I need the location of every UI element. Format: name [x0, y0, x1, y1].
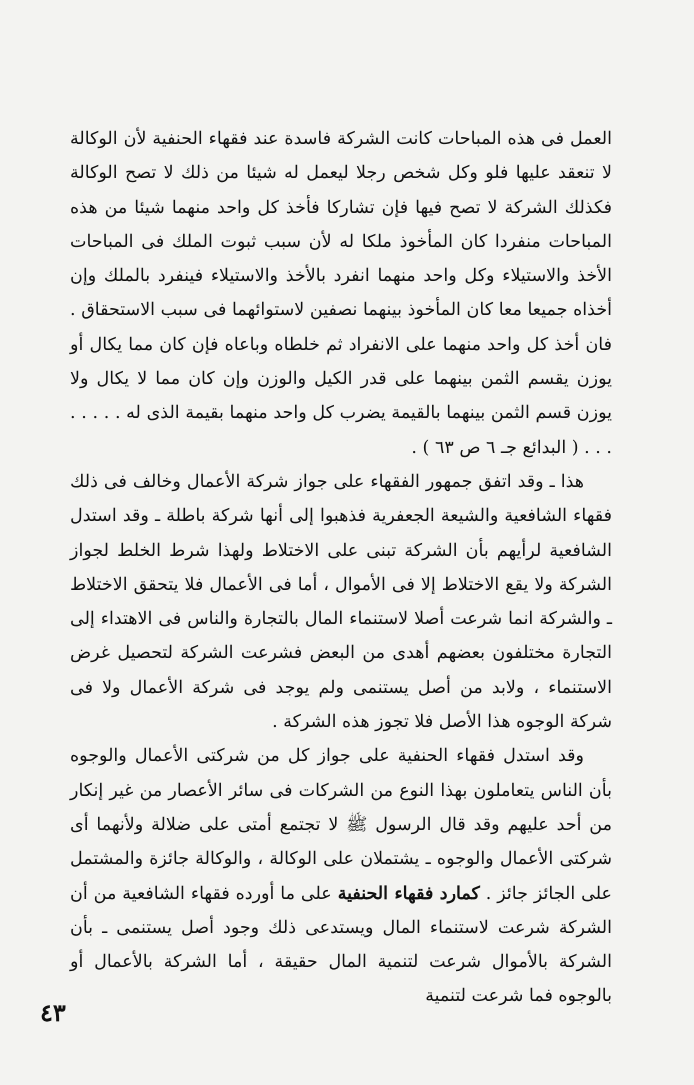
paragraph-1: العمل فى هذه المباحات كانت الشركة فاسدة عند فقهاء الحنفية لأن الوكالة لا تنعقد عليها فلو وكل شخص رجلا ليعمل له شيئا من ذلك لا تصح الوكالة فكذلك الشركة لا تصح فيها فإن تشاركا فأخذ كل واحد منهما شيئا من هذه المباحات منفردا كان المأخوذ ملكا له لأن سبب ثبوت الملك فى المباحات الأخذ والاستيلاء وكل واحد منهما انفرد بالأخذ والاستيلاء فينفرد بالملك وإن أخذاه جميعا معا كان المأخوذ بينهما نصفين لاستوائهما فى سبب الاستحقاق . فان أخذ كل واحد منهما على الانفراد ثم خلطاه وباعاه فإن كان مما يكال أو يوزن يقسم الثمن بينهما على قدر الكيل والوزن وإن كان مما لا يكال ولا يوزن قسم الثمن بينهما بالقيمة يضرب كل واحد منهما بقيمة الذى له . . . . . . . . ( البدائع جـ ٦ ص ٦٣ ) .	[70, 129, 612, 458]
paragraph-2: هذا ـ وقد اتفق جمهور الفقهاء على جواز شركة الأعمال وخالف فى ذلك فقهاء الشافعية والشيعة الجعفرية فذهبوا إلى أنها شركة باطلة ـ وقد استدل الشافعية لرأيهم بأن الشركة تبنى على الاختلاط ولهذا شرط الخلط لجواز الشركة ولا يقع الاختلاط إلا فى الأموال ، أما فى الأعمال فلا يتحقق الاختلاط ـ والشركة انما شرعت أصلا لاستنماء المال بالتجارة والناس فى الاهتداء إلى التجارة مختلفون بعضهم أهدى من البعض فشرعت الشركة لتحصيل غرض الاستنماء ، ولابد من أصل يستنمى ولم يوجد فى شركة الأعمال ولا فى شركة الوجوه هذا الأصل فلا تجوز هذه الشركة .	[70, 471, 612, 733]
body-text	[70, 122, 612, 1014]
paragraph-3-continuation: على ما أورده فقهاء الشافعية من أن الشركة شرعت لاستنماء المال ويستدعى ذلك وجود أصل يستنمى ـ بأن الشركة بالأموال شرعت لتنمية المال حقيقة ، أما الشركة بالأعمال أو بالوجوه فما شرعت لتنمية	[70, 883, 612, 1007]
page-number: ٤٣	[40, 998, 66, 1027]
bold-phrase: كمارد فقهاء الحنفية	[337, 883, 480, 904]
paragraph-3-text: وقد استدل فقهاء الحنفية على جواز كل من شركتى الأعمال والوجوه بأن الناس يتعاملون بهذا النوع من الشركات فى سائر الأعصار من غير إنكار من أحد عليهم وقد قال الرسول ﷺ لا تجتمع أمتى على ضلالة ولأنهما أى شركتى الأعمال والوجوه ـ يشتملان على الوكالة ، والوكالة جائزة والمشتمل على الجائز جائز .	[70, 746, 612, 904]
paragraph-3	[70, 739, 612, 1013]
